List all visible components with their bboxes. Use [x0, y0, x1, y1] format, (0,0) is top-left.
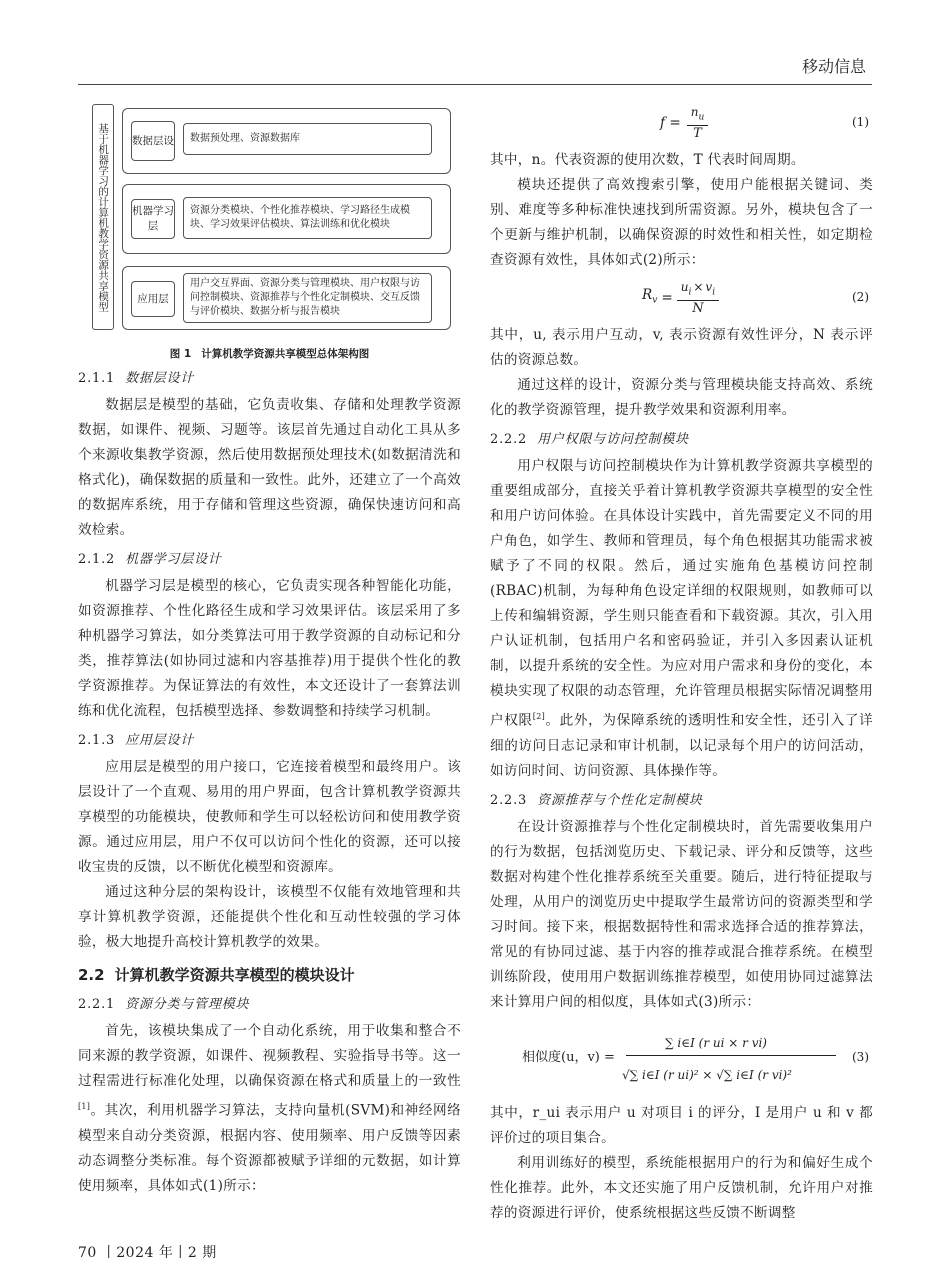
- section-2-2-1-paragraph: 首先，该模块集成了一个自动化系统，用于收集和整合不同来源的教学资源，如课件、视频教程、实验指导书等。这一过程需进行标准化处理，以确保资源在格式和质量上的一致性[1]。其次，利用机器学习算法，支持向量机(SVM)和神经网络模型来自动分类资源，根据内容、使用频率、用户反馈等因素动态调整分类标准。每个资源都被赋予详细的元数据，如计算使用频率，具体如式(1)所示：: [78, 1023, 461, 1194]
- figure-caption: 图 1 计算机教学资源共享模型总体架构图: [169, 348, 370, 360]
- ml-layer-label: 机器学习层: [131, 199, 175, 239]
- ml-layer-group: [122, 184, 451, 254]
- search-paragraph: 模块还提供了高效搜索引擎，使用户能根据关键词、类别、难度等多种标准快速找到所需资源。另外，模块包含了一个更新与维护机制，以确保资源的时效性和相关性，如定期检查资源有效性，具体如式(2)所示：: [490, 177, 873, 268]
- ml-layer-content: 资源分类模块、个性化推荐模块、学习路径生成模块、学习效果评估模块、算法训练和优化模块: [183, 197, 432, 239]
- formula-1: f = $\frac{n_u}{T}$ (1): [660, 105, 869, 142]
- final-paragraph: 利用训练好的模型，系统能根据用户的行为和偏好生成个性化推荐。此外，本文还实施了用户反馈机制，允许用户对推荐的资源进行评价，使系统根据这些反馈不断调整: [490, 1154, 873, 1221]
- section-2-2-2-heading: 2.2.2 用户权限与访问控制模块: [490, 432, 689, 447]
- formula-3: 相似度(u，v) = ∑ i∈I (r ui × r vi) √∑ i∈I (r ui)² × √∑ i∈I (r vi)² (3): [522, 1035, 869, 1082]
- section-2-1-1-heading: 2.1.1 数据层设计: [78, 371, 195, 386]
- formula-1-explanation: 其中，n。代表资源的使用次数，T 代表时间周期。: [490, 152, 805, 168]
- section-2-1-2-paragraph: 机器学习层是模型的核心，它负责实现各种智能化功能，如资源推荐、个性化路径生成和学习效果评估。该层采用了多种机器学习算法，如分类算法可用于教学资源的自动标记和分类，推荐算法(如协同过滤和内容基推荐)用于提供个性化的教学资源推荐。为保证算法的有效性，本文还设计了一套算法训练和优化流程，包括模型选择、参数调整和持续学习机制。: [78, 578, 461, 719]
- data-layer-group: [122, 108, 451, 174]
- section-2-1-3-heading: 2.1.3 应用层设计: [78, 733, 195, 748]
- architecture-figure: [78, 98, 461, 362]
- formula-3-explanation: 其中，r_ui 表示用户 u 对项目 i 的评分，I 是用户 u 和 v 都评价过的项目集合。: [490, 1104, 873, 1146]
- section-2-1-2-heading: 2.1.2 机器学习层设计: [78, 552, 222, 567]
- reference-1[interactable]: [1]: [78, 1102, 91, 1111]
- section-2-1-1-paragraph: 数据层是模型的基础，它负责收集、存储和处理教学资源数据，如课件、视频、习题等。该层首先通过自动化工具从多个来源收集教学资源，然后使用数据预处理技术(如数据清洗和格式化)，确保数据的质量和一致性。此外，还建立了一个高效的数据库系统，用于存储和管理这些资源，确保快速访问和高效检索。: [78, 397, 461, 538]
- section-2-2-2-paragraph: 用户权限与访问控制模块作为计算机教学资源共享模型的重要组成部分，直接关乎着计算机教学资源共享模型的安全性和用户访问体验。在具体设计实践中，首先需要定义不同的用户角色，如学生、教师和管理员，每个角色根据其功能需求被赋予了不同的权限。然后，通过实施角色基模访问控制(RBAC)机制，为每种角色设定详细的权限规则，如教师可以上传和编辑资源，学生则只能查看和下载资源。其次，引入用户认证机制，包括用户名和密码验证，并引入多因素认证机制，以提升系统的安全性。为应对用户需求和身份的变化，本模块实现了权限的动态管理，允许管理员根据实际情况调整用户权限[2]。此外，为保障系统的透明性和安全性，还引入了详细的访问日志记录和审计机制，以记录每个用户的访问活动，如访问时间、访问资源、具体操作等。: [490, 458, 873, 779]
- header-rule: [78, 84, 872, 85]
- page-footer: 70 丨2024 年丨2 期: [78, 1245, 217, 1261]
- section-2-2-3-heading: 2.2.3 资源推荐与个性化定制模块: [490, 792, 703, 808]
- equation-number-1: (1): [852, 115, 869, 129]
- figure-vertical-label: 基于机器学习的计算机教学资源共享模型: [92, 104, 114, 330]
- right-column: [490, 98, 873, 1226]
- app-layer-content: 用户交互界面、资源分类与管理模块、用户权限与访问控制模块、资源推荐与个性化定制模块、交互反馈与评价模块、数据分析与报告模块: [183, 273, 432, 323]
- section-2-1-3-paragraph-2: 通过这种分层的架构设计，该模型不仅能有效地管理和共享计算机教学资源，还能提供个性化和互动性较强的学习体验，极大地提升高校计算机教学的效果。: [78, 884, 461, 950]
- section-2-2-heading: 2.2 计算机教学资源共享模型的模块设计: [78, 966, 355, 984]
- journal-title: 移动信息: [801, 57, 866, 76]
- formula-2: $R_v$ = $\frac{u_i \times v_i}{N}$ (2): [642, 280, 869, 317]
- design-paragraph: 通过这样的设计，资源分类与管理模块能支持高效、系统化的教学资源管理，提升教学效果和资源利用率。: [490, 377, 873, 418]
- formula-2-explanation: 其中，u, 表示用户互动，v, 表示资源有效性评分，N 表示评估的资源总数。: [490, 327, 873, 368]
- reference-2[interactable]: [2]: [532, 712, 546, 721]
- data-layer-label: 数据层设: [131, 121, 175, 161]
- section-2-1-3-paragraph-1: 应用层是模型的用户接口，它连接着模型和最终用户。该层设计了一个直观、易用的用户界面，包含计算机教学资源共享模型的功能模块，使教师和学生可以轻松访问和使用教学资源。通过应用层，用户不仅可以访问个性化的资源，还可以接收宝贵的反馈，以不断优化模型和资源库。: [78, 759, 461, 875]
- section-2-2-3-paragraph: 在设计资源推荐与个性化定制模块时，首先需要收集用户的行为数据，包括浏览历史、下载记录、评分和反馈等，这些数据对构建个性化推荐系统至关重要。随后，进行特征提取与处理，从用户的浏览历史中提取学生最常访问的资源类型和学习时间。接下来，根据数据特性和需求选择合适的推荐算法，常见的有协同过滤、基于内容的推荐或混合推荐系统。在模型训练阶段，使用用户数据训练推荐模型，如使用协同过滤算法来计算用户间的相似度，具体如式(3)所示：: [490, 818, 873, 1010]
- app-layer-label: 应用层: [131, 281, 175, 317]
- equation-number-2: (2): [852, 290, 869, 304]
- data-layer-content: 数据预处理、资源数据库: [183, 123, 432, 155]
- equation-number-3: (3): [852, 1049, 869, 1064]
- app-layer-group: [122, 266, 451, 330]
- left-column: [78, 98, 461, 1199]
- section-2-2-1-heading: 2.2.1 资源分类与管理模块: [78, 997, 250, 1012]
